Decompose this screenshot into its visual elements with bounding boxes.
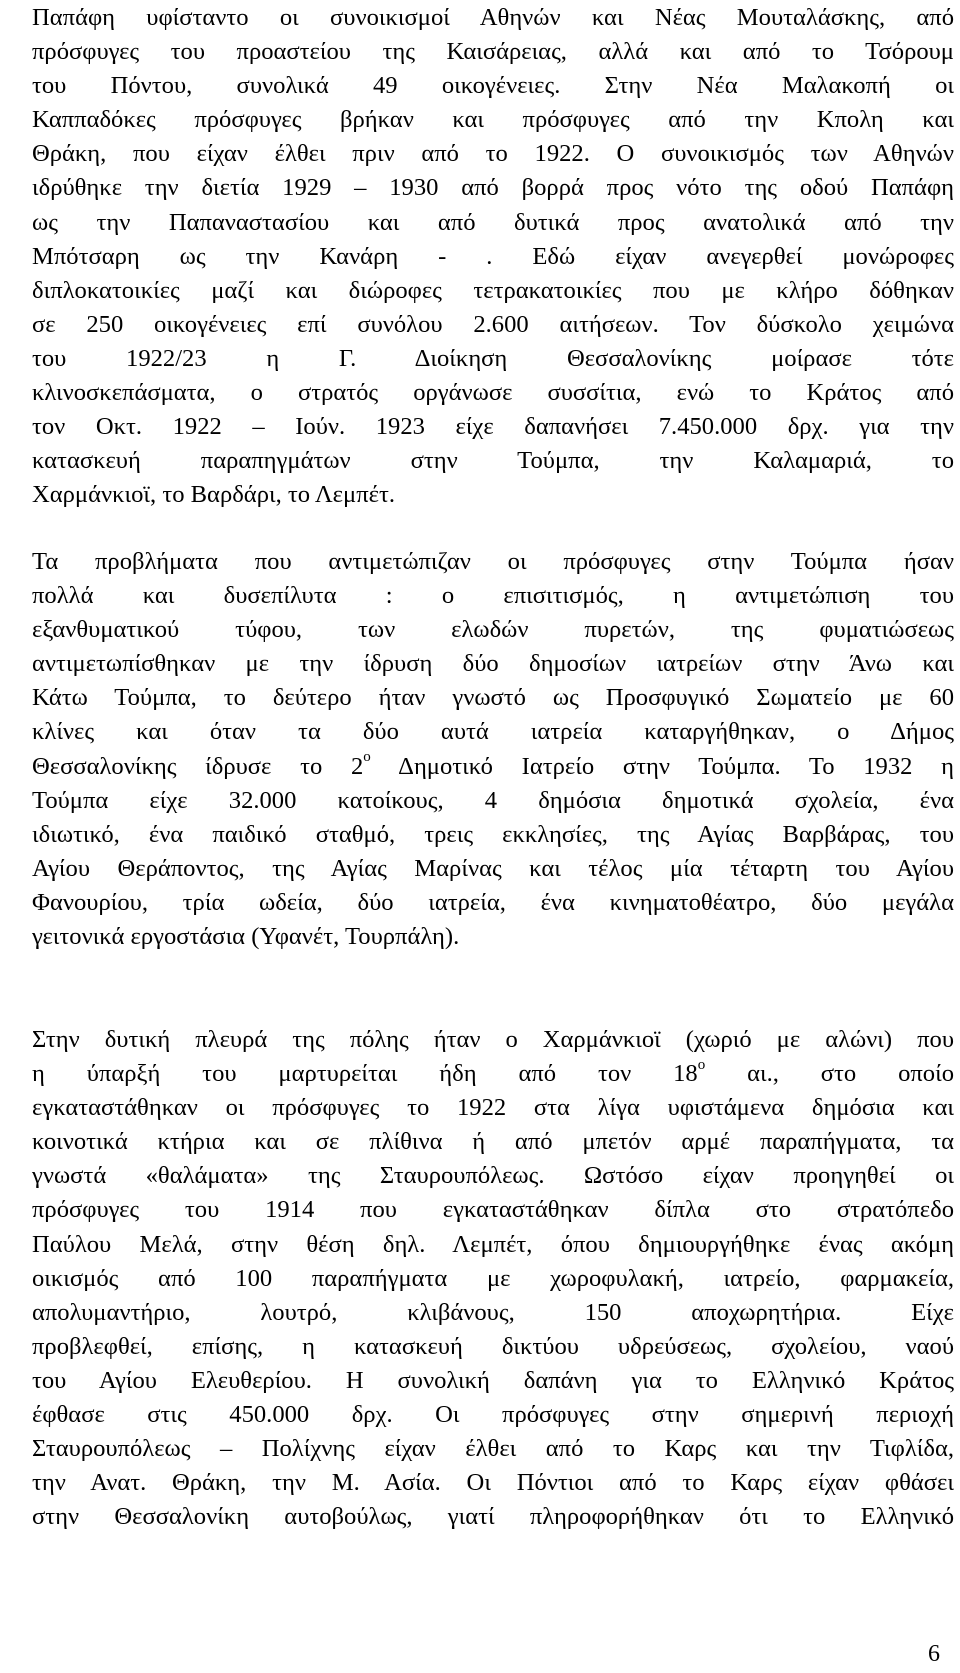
- text-line: Αγίου Θεράποντος, της Αγίας Μαρίνας και τέλος μία τέταρτη του Αγίου: [32, 854, 954, 882]
- text-line: Τα προβλήματα που αντιμετώπιζαν οι πρόσφυγες στην Τούμπα ήσαν: [32, 548, 954, 575]
- text-line: του Αγίου Ελευθερίου. Η συνολική δαπάνη για το Ελληνικό Κράτος: [32, 1366, 954, 1394]
- text-line: [32, 750, 954, 784]
- paragraph-refugee-settlements: [32, 1, 954, 512]
- text-segment: Δημοτικό Ιατρείο στην Τούμπα. Το 1932 η: [370, 752, 954, 780]
- text-line: την Ανατ. Θράκη, την Μ. Ασία. Οι Πόντιοι από το Καρς είχαν φθάσει: [32, 1469, 954, 1497]
- text-line: πρόσφυγες του προαστείου της Καισάρειας, αλλά και από το Τσόρουμ: [32, 38, 954, 66]
- text-line: προβλεφθεί, επίσης, η κατασκευή δικτύου υδρεύσεως, σχολείου, ναού: [32, 1332, 954, 1360]
- text-line: Καππαδόκες πρόσφυγες βρήκαν και πρόσφυγες από την Κπολη και: [32, 106, 954, 134]
- text-line: πολλά και δυσεπίλυτα : ο επισιτισμός, η αντιμετώπιση του: [32, 582, 954, 610]
- superscript: ο: [363, 749, 371, 766]
- text-line: στην Θεσσαλονίκη αυτοβούλως, γιατί πληροφορήθηκαν ότι το Ελληνικό: [32, 1503, 954, 1531]
- text-line: εξανθυματικού τύφου, των ελωδών πυρετών, της φυματιώσεως: [32, 616, 954, 644]
- text-line: πρόσφυγες του 1914 που εγκαταστάθηκαν δίπλα στο στρατόπεδο: [32, 1196, 954, 1224]
- paragraph-charmankioi: [32, 1023, 954, 1534]
- text-line: ως την Παπαναστασίου και από δυτικά προς ανατολικά από την: [32, 208, 954, 236]
- text-line: εγκαταστάθηκαν οι πρόσφυγες το 1922 στα λίγα υφιστάμενα δημόσια και: [32, 1094, 954, 1122]
- paragraph-toumba-problems: [32, 545, 954, 954]
- text-segment: Θεσσαλονίκης ίδρυσε το 2: [32, 752, 364, 780]
- text-line: σε 250 οικογένειες επί συνόλου 2.600 αιτήσεων. Τον δύσκολο χειμώνα: [32, 310, 954, 338]
- text-segment: η ύπαρξή του μαρτυρείται ήδη από τον 18: [32, 1060, 698, 1088]
- text-segment: αι., στο οποίο: [705, 1060, 954, 1088]
- text-line: γνωστά «θαλάματα» της Σταυρουπόλεως. Ωστόσο είχαν προηγηθεί οι: [32, 1162, 954, 1190]
- text-line: διπλοκατοικίες μαζί και διώροφες τετρακατοικίες που με κλήρο δόθηκαν: [32, 276, 954, 304]
- text-line: κλινοσκεπάσματα, ο στρατός οργάνωσε συσσίτια, ενώ το Κράτος από: [32, 379, 954, 407]
- text-line: οικισμός από 100 παραπήγματα με χωροφυλακή, ιατρείο, φαρμακεία,: [32, 1264, 954, 1292]
- text-line: κατασκευή παραπηγμάτων στην Τούμπα, την Καλαμαριά, το: [32, 447, 954, 475]
- text-line: Παπάφη υφίσταντο οι συνοικισμοί Αθηνών και Νέας Μουταλάσκης, από: [32, 4, 954, 31]
- text-line: Φανουρίου, τρία ωδεία, δύο ιατρεία, ένα κινηματοθέατρο, δύο μεγάλα: [32, 888, 954, 916]
- text-line: ιδρύθηκε την διετία 1929 – 1930 από βορρά προς νότο της οδού Παπάφη: [32, 174, 954, 202]
- text-line: Τούμπα είχε 32.000 κατοίκους, 4 δημόσια δημοτικά σχολεία, ένα: [32, 786, 954, 814]
- text-line: γειτονικά εργοστάσια (Υφανέτ, Τουρπάλη).: [32, 923, 460, 951]
- text-line: Θράκη, που είχαν έλθει πριν από το 1922. Ο συνοικισμός των Αθηνών: [32, 140, 954, 168]
- text-line: Κάτω Τούμπα, το δεύτερο ήταν γνωστό ως Προσφυγικό Σωματείο με 60: [32, 684, 954, 712]
- text-line: [32, 1057, 954, 1091]
- text-line: ιδιωτικό, ένα παιδικό σταθμό, τρεις εκκλησίες, της Αγίας Βαρβάρας, του: [32, 820, 954, 848]
- text-line: Μπότσαρη ως την Κανάρη - . Εδώ είχαν ανεγερθεί μονώροφες: [32, 242, 954, 270]
- superscript: ο: [697, 1056, 706, 1073]
- text-line: τον Οκτ. 1922 – Ιούν. 1923 είχε δαπανήσει 7.450.000 δρχ. για την: [32, 413, 954, 441]
- text-line: κλίνες και όταν τα δύο αυτά ιατρεία καταργήθηκαν, ο Δήμος: [32, 718, 954, 746]
- text-line: απολυμαντήριο, λουτρό, κλιβάνους, 150 αποχωρητήρια. Είχε: [32, 1298, 954, 1326]
- text-line: Στην δυτική πλευρά της πόλης ήταν ο Χαρμάνκιοϊ (χωριό με αλώνι) που: [32, 1026, 954, 1053]
- text-line: κοινοτικά κτήρια και σε πλίθινα ή από μπετόν αρμέ παραπήγματα, τα: [32, 1128, 954, 1156]
- page-number: 6: [928, 1641, 940, 1667]
- text-line: Παύλου Μελά, στην θέση δηλ. Λεμπέτ, όπου δημιουργήθηκε ένας ακόμη: [32, 1230, 954, 1258]
- text-line: έφθασε στις 450.000 δρχ. Οι πρόσφυγες στην σημερινή περιοχή: [32, 1401, 954, 1429]
- text-line: Σταυρουπόλεως – Πολίχνης είχαν έλθει από το Καρς και την Τιφλίδα,: [32, 1435, 954, 1463]
- text-line: αντιμετωπίσθηκαν με την ίδρυση δύο δημοσίων ιατρείων στην Άνω και: [32, 650, 954, 678]
- text-line: Χαρμάνκιοϊ, το Βαρδάρι, το Λεμπέτ.: [32, 481, 395, 509]
- text-line: του Πόντου, συνολικά 49 οικογένειες. Στην Νέα Μαλακοπή οι: [32, 72, 954, 100]
- text-line: του 1922/23 η Γ. Διοίκηση Θεσσαλονίκης μοίρασε τότε: [32, 344, 954, 372]
